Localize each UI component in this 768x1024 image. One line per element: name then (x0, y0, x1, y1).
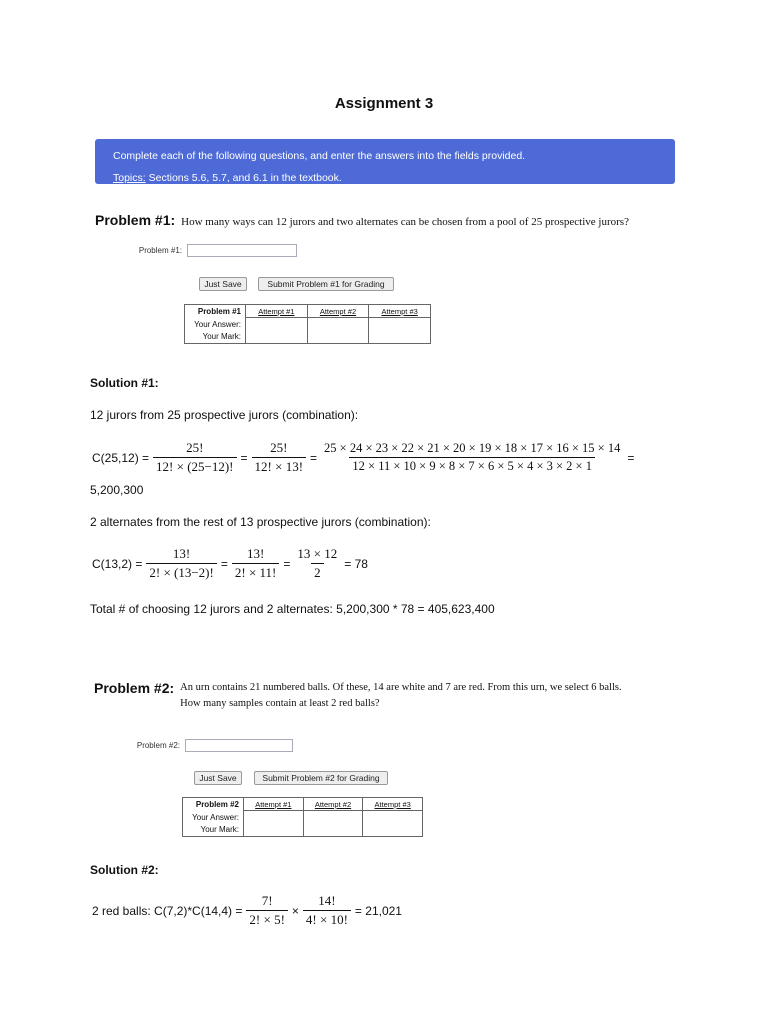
problem-2-heading: Problem #2: (94, 680, 175, 696)
problem-2-answer-input[interactable] (185, 739, 293, 752)
problem-2-submit-button[interactable]: Submit Problem #2 for Grading (254, 771, 388, 785)
attempt-2-cell (307, 318, 369, 344)
solution-1-heading: Solution #1: (90, 376, 159, 390)
eq1-f2-numerator: 25! (270, 440, 288, 455)
solution-1-total: Total # of choosing 12 jurors and 2 alternates: 5,200,300 * 78 = 405,623,400 (90, 602, 495, 616)
eq2-f3-denominator: 2 (311, 563, 324, 581)
eq1-f1-numerator: 25! (186, 440, 204, 455)
eq1-f2-denominator: 12! × 13! (252, 457, 307, 475)
solution-2-fraction-1 (246, 893, 288, 928)
solution-1-equation-2 (90, 546, 370, 581)
eq1-lhs: C(25,12) = (92, 450, 150, 465)
eq2-fraction-1 (146, 546, 216, 581)
problem-1-answer-input[interactable] (187, 244, 297, 257)
problem-1-field-label: Problem #1: (138, 246, 182, 255)
topics-text: Sections 5.6, 5.7, and 6.1 in the textbook. (145, 172, 342, 184)
eq1-f3-numerator: 25 × 24 × 23 × 22 × 21 × 20 × 19 × 18 × 17 × 16 × 15 × 14 (324, 441, 621, 455)
problem-1-save-button[interactable]: Just Save (199, 277, 247, 291)
eq2-f3-numerator: 13 × 12 (297, 546, 338, 561)
eq2-f2-denominator: 2! × 11! (232, 563, 280, 581)
attempt-1-link[interactable]: Attempt #1 (244, 798, 304, 811)
eq2-f2-numerator: 13! (246, 546, 265, 561)
page-title: Assignment 3 (334, 95, 434, 112)
eq2-fraction-2 (232, 546, 280, 581)
s2-f1-denominator: 2! × 5! (246, 910, 288, 928)
s2-f2-denominator: 4! × 10! (303, 910, 351, 928)
problem-2-question-line-2: How many samples contain at least 2 red balls? (180, 698, 380, 709)
table-row (185, 305, 431, 318)
eq1-fraction-1 (153, 440, 236, 475)
attempt-3-link[interactable]: Attempt #3 (369, 305, 431, 318)
equals-sign: = (310, 450, 318, 465)
problem-1-attempts-table (184, 304, 431, 344)
attempt-1-cell (246, 318, 308, 344)
row-label-answer: Your Answer: (183, 811, 244, 824)
table-row (183, 811, 423, 824)
equals-sign: = (240, 450, 248, 465)
solution-1-equation-1 (90, 440, 636, 475)
attempts-corner: Problem #1 (185, 305, 246, 318)
eq2-f1-denominator: 2! × (13−2)! (146, 563, 216, 581)
solution-1-step-2: 2 alternates from the rest of 13 prospective jurors (combination): (90, 515, 431, 529)
solution-2-fraction-2 (303, 893, 351, 928)
eq2-lhs: C(13,2) = (92, 556, 143, 571)
problem-1-submit-button[interactable]: Submit Problem #1 for Grading (258, 277, 394, 291)
attempts-corner: Problem #2 (183, 798, 244, 811)
table-row (183, 798, 423, 811)
problem-2-attempts-table (182, 797, 423, 837)
attempt-3-cell (369, 318, 431, 344)
problem-1-question: How many ways can 12 jurors and two alternates can be chosen from a pool of 25 prospective jurors? (181, 216, 629, 228)
problem-2-question (180, 680, 621, 712)
attempt-3-cell (363, 811, 423, 837)
solution-1-step-1: 12 jurors from 25 prospective jurors (combination): (90, 408, 359, 422)
eq1-fraction-2 (252, 440, 307, 475)
eq1-result: 5,200,300 (90, 483, 144, 497)
times-sign: × (291, 903, 299, 918)
attempt-2-cell (303, 811, 363, 837)
attempt-3-link[interactable]: Attempt #3 (363, 798, 423, 811)
eq2-fraction-3 (294, 546, 340, 581)
attempt-2-link[interactable]: Attempt #2 (307, 305, 369, 318)
equals-sign: = (627, 450, 635, 465)
eq2-f1-numerator: 13! (172, 546, 191, 561)
banner-instructions: Complete each of the following questions, and enter the answers into the fields provided. (113, 150, 526, 162)
eq1-f3-denominator: 12 × 11 × 10 × 9 × 8 × 7 × 6 × 5 × 4 × 3 × 2 × 1 (349, 457, 595, 474)
eq2-result: = 78 (344, 556, 368, 571)
equals-sign: = (283, 556, 291, 571)
problem-2-question-line-1: An urn contains 21 numbered balls. Of these, 14 are white and 7 are red. From this urn, we select 6 balls. (180, 682, 622, 693)
attempt-1-link[interactable]: Attempt #1 (246, 305, 308, 318)
table-row (185, 318, 431, 331)
solution-2-equation (90, 893, 404, 928)
attempt-2-link[interactable]: Attempt #2 (303, 798, 363, 811)
topics-link[interactable]: Topics: (113, 172, 146, 184)
row-label-mark: Your Mark: (185, 331, 246, 344)
equals-sign: = (220, 556, 228, 571)
row-label-mark: Your Mark: (183, 824, 244, 837)
problem-2-save-button[interactable]: Just Save (194, 771, 242, 785)
solution-2-lhs: 2 red balls: C(7,2)*C(14,4) = (92, 903, 243, 918)
s2-f2-numerator: 14! (318, 893, 336, 908)
eq1-fraction-3 (321, 441, 623, 474)
banner-topics (113, 167, 657, 189)
problem-2-header (94, 680, 622, 712)
solution-2-heading: Solution #2: (90, 863, 159, 877)
s2-f1-numerator: 7! (261, 893, 273, 908)
eq1-f1-denominator: 12! × (25−12)! (153, 457, 236, 475)
row-label-answer: Your Answer: (185, 318, 246, 331)
instructions-banner (95, 139, 675, 184)
solution-2-result: = 21,021 (354, 903, 402, 918)
problem-1-heading: Problem #1: (95, 212, 176, 228)
attempt-1-cell (244, 811, 304, 837)
problem-2-field-label: Problem #2: (136, 741, 180, 750)
problem-1-header (95, 212, 629, 230)
